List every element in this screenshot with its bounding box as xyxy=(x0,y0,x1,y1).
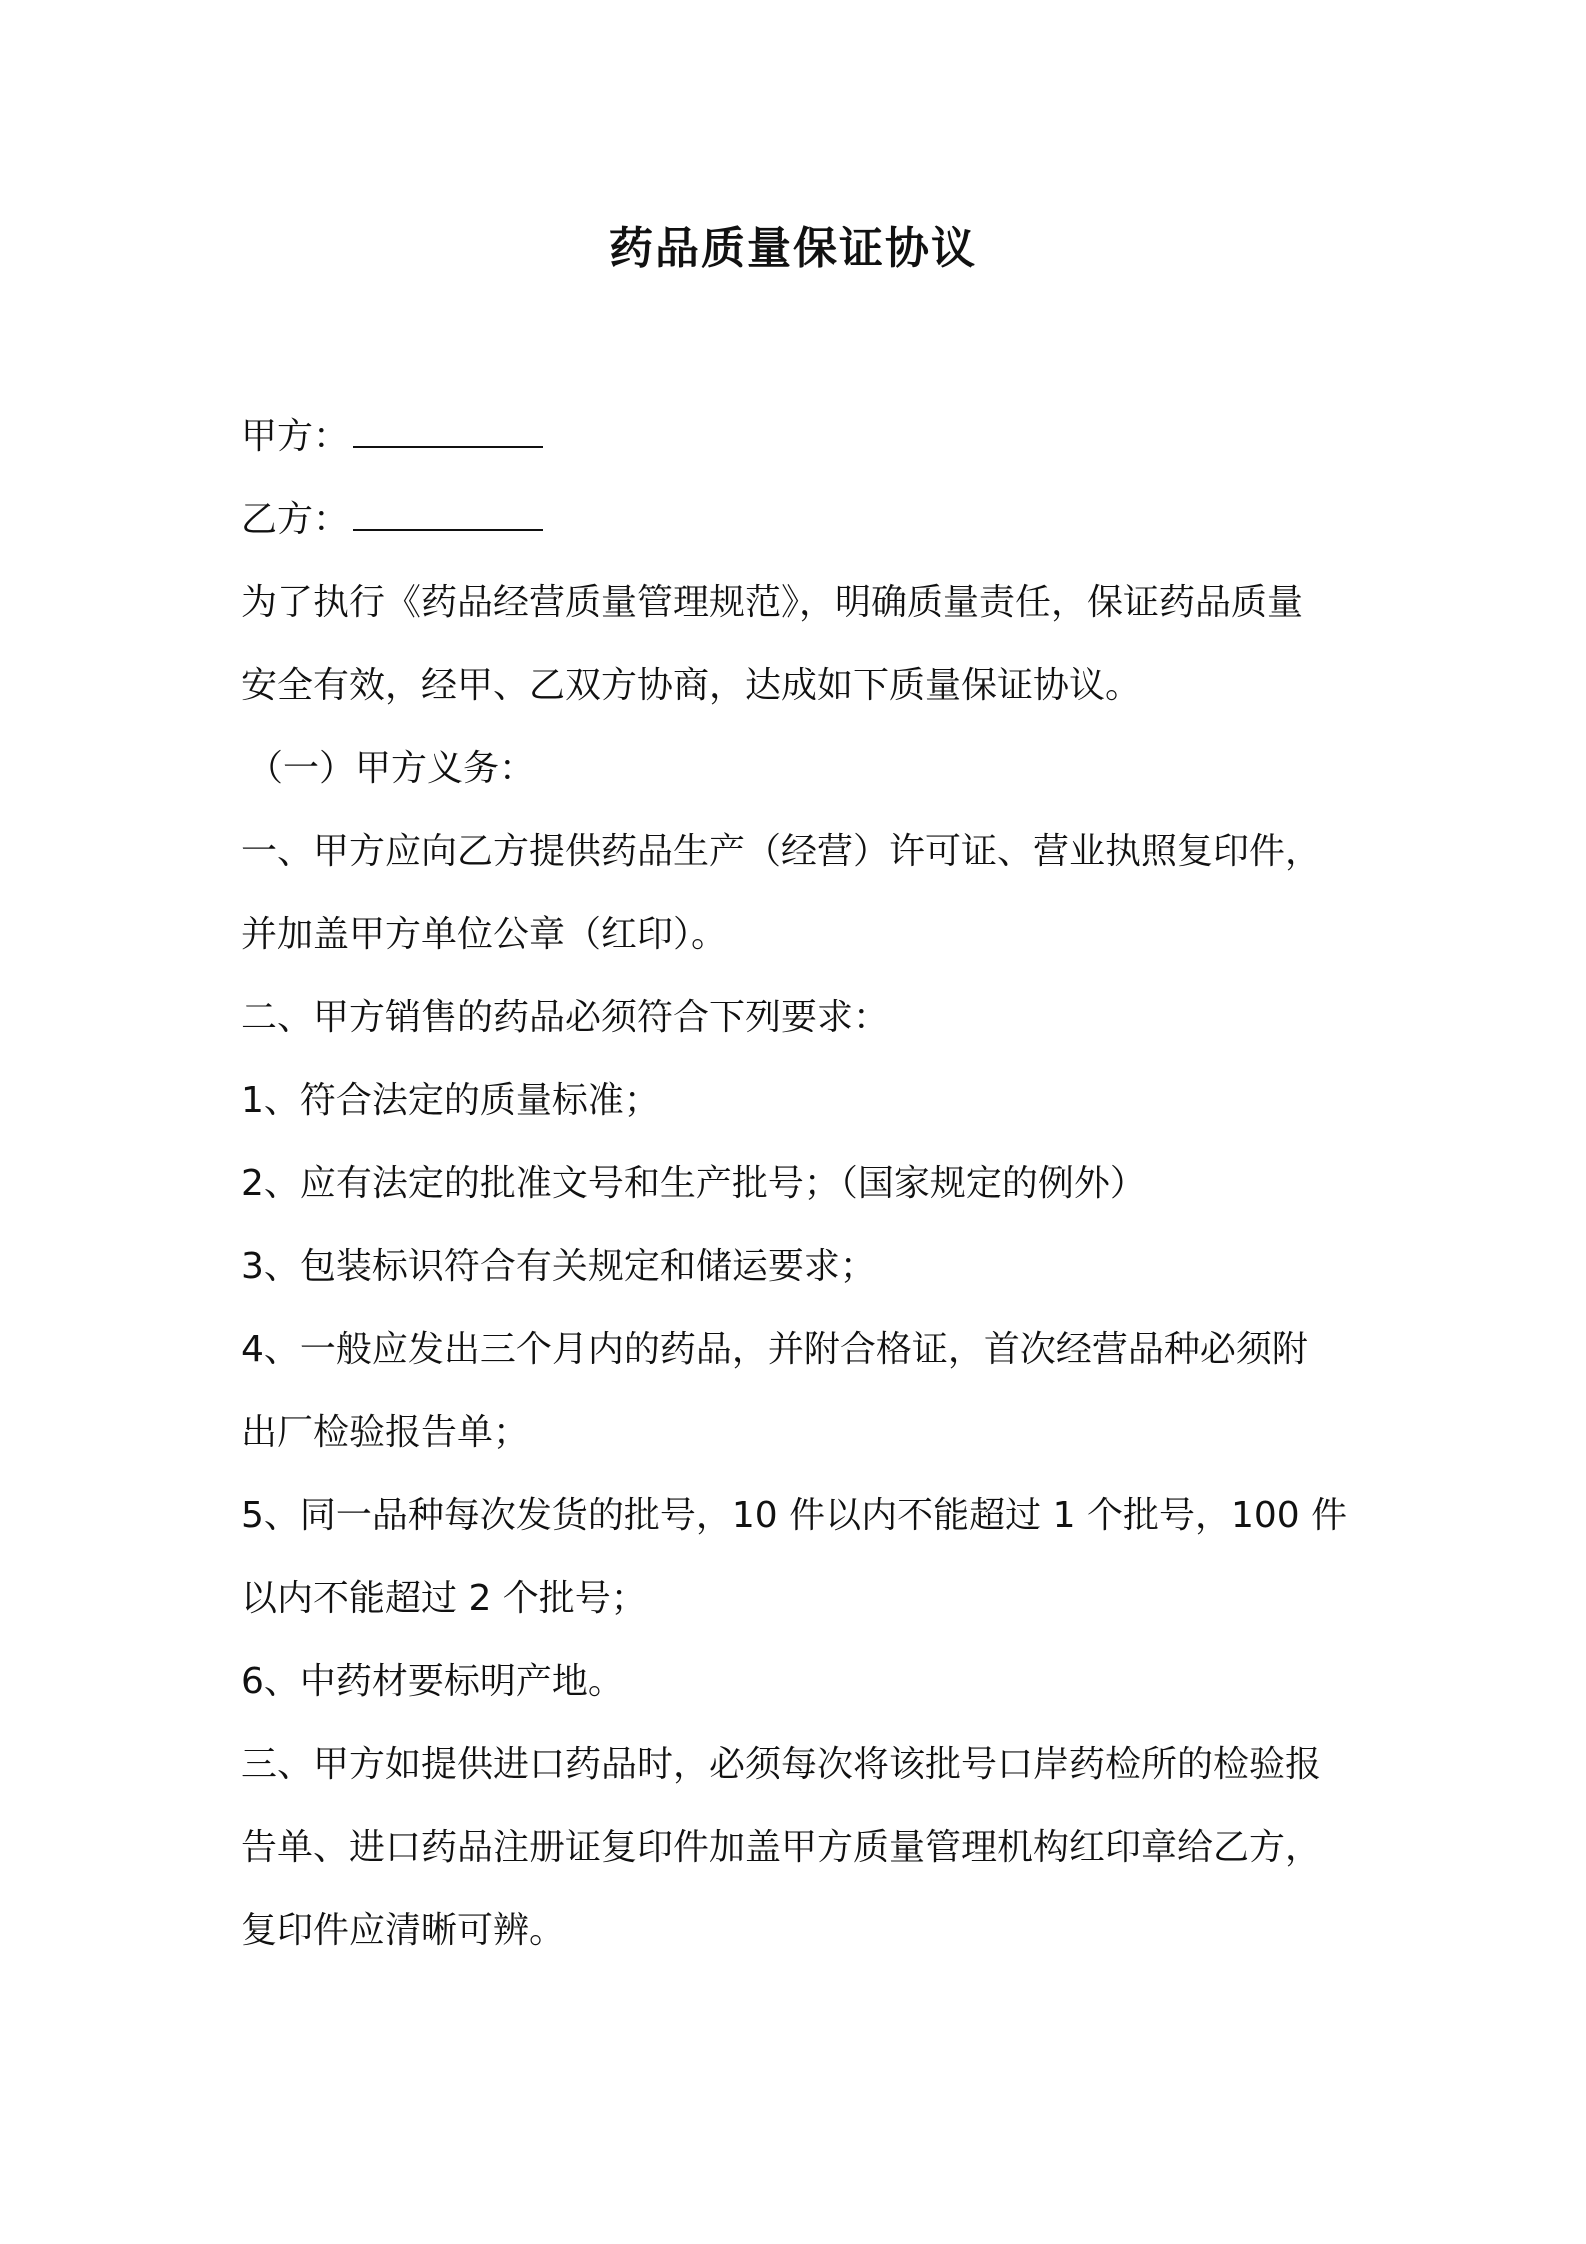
clause-2-heading: 二、甲方销售的药品必须符合下列要求： xyxy=(241,997,890,1038)
party-b-line xyxy=(241,495,543,545)
clause-3-line-1: 三、甲方如提供进口药品时，必须每次将该批号口岸药检所的检验报 xyxy=(241,1744,1322,1785)
clause-1-line-2: 并加盖甲方单位公章（红印）。 xyxy=(241,914,728,955)
clause-1-line-1: 一、甲方应向乙方提供药品生产（经营）许可证、营业执照复印件， xyxy=(241,831,1322,872)
requirement-2: 2、应有法定的批准文号和生产批号；（国家规定的例外） xyxy=(241,1163,1146,1204)
clause-3-line-2: 告单、进口药品注册证复印件加盖甲方质量管理机构红印章给乙方， xyxy=(241,1827,1322,1868)
party-a-blank xyxy=(353,418,543,448)
requirement-6: 6、中药材要标明产地。 xyxy=(241,1661,624,1702)
clause-3-line-3: 复印件应清晰可辨。 xyxy=(241,1910,566,1951)
document-title: 药品质量保证协议 xyxy=(609,223,977,274)
section-heading-party-a-duties: （一）甲方义务： xyxy=(247,748,536,789)
preamble-line-2: 安全有效，经甲、乙双方协商，达成如下质量保证协议。 xyxy=(241,665,1142,706)
party-a-line xyxy=(241,412,543,462)
party-b-blank xyxy=(353,501,543,531)
requirement-3: 3、包装标识符合有关规定和储运要求； xyxy=(241,1246,876,1287)
party-b-label: 乙方： xyxy=(241,499,350,540)
requirement-5-line-1: 5、同一品种每次发货的批号，10 件以内不能超过 1 个批号，100 件 xyxy=(241,1495,1348,1536)
requirement-5-line-2: 以内不能超过 2 个批号； xyxy=(241,1578,647,1619)
party-a-label: 甲方： xyxy=(241,416,350,457)
preamble-line-1: 为了执行《药品经营质量管理规范》，明确质量责任，保证药品质量 xyxy=(241,582,1304,623)
requirement-1: 1、符合法定的质量标准； xyxy=(241,1080,660,1121)
requirement-4-line-1: 4、一般应发出三个月内的药品，并附合格证，首次经营品种必须附 xyxy=(241,1329,1308,1370)
requirement-4-line-2: 出厂检验报告单； xyxy=(241,1412,530,1453)
